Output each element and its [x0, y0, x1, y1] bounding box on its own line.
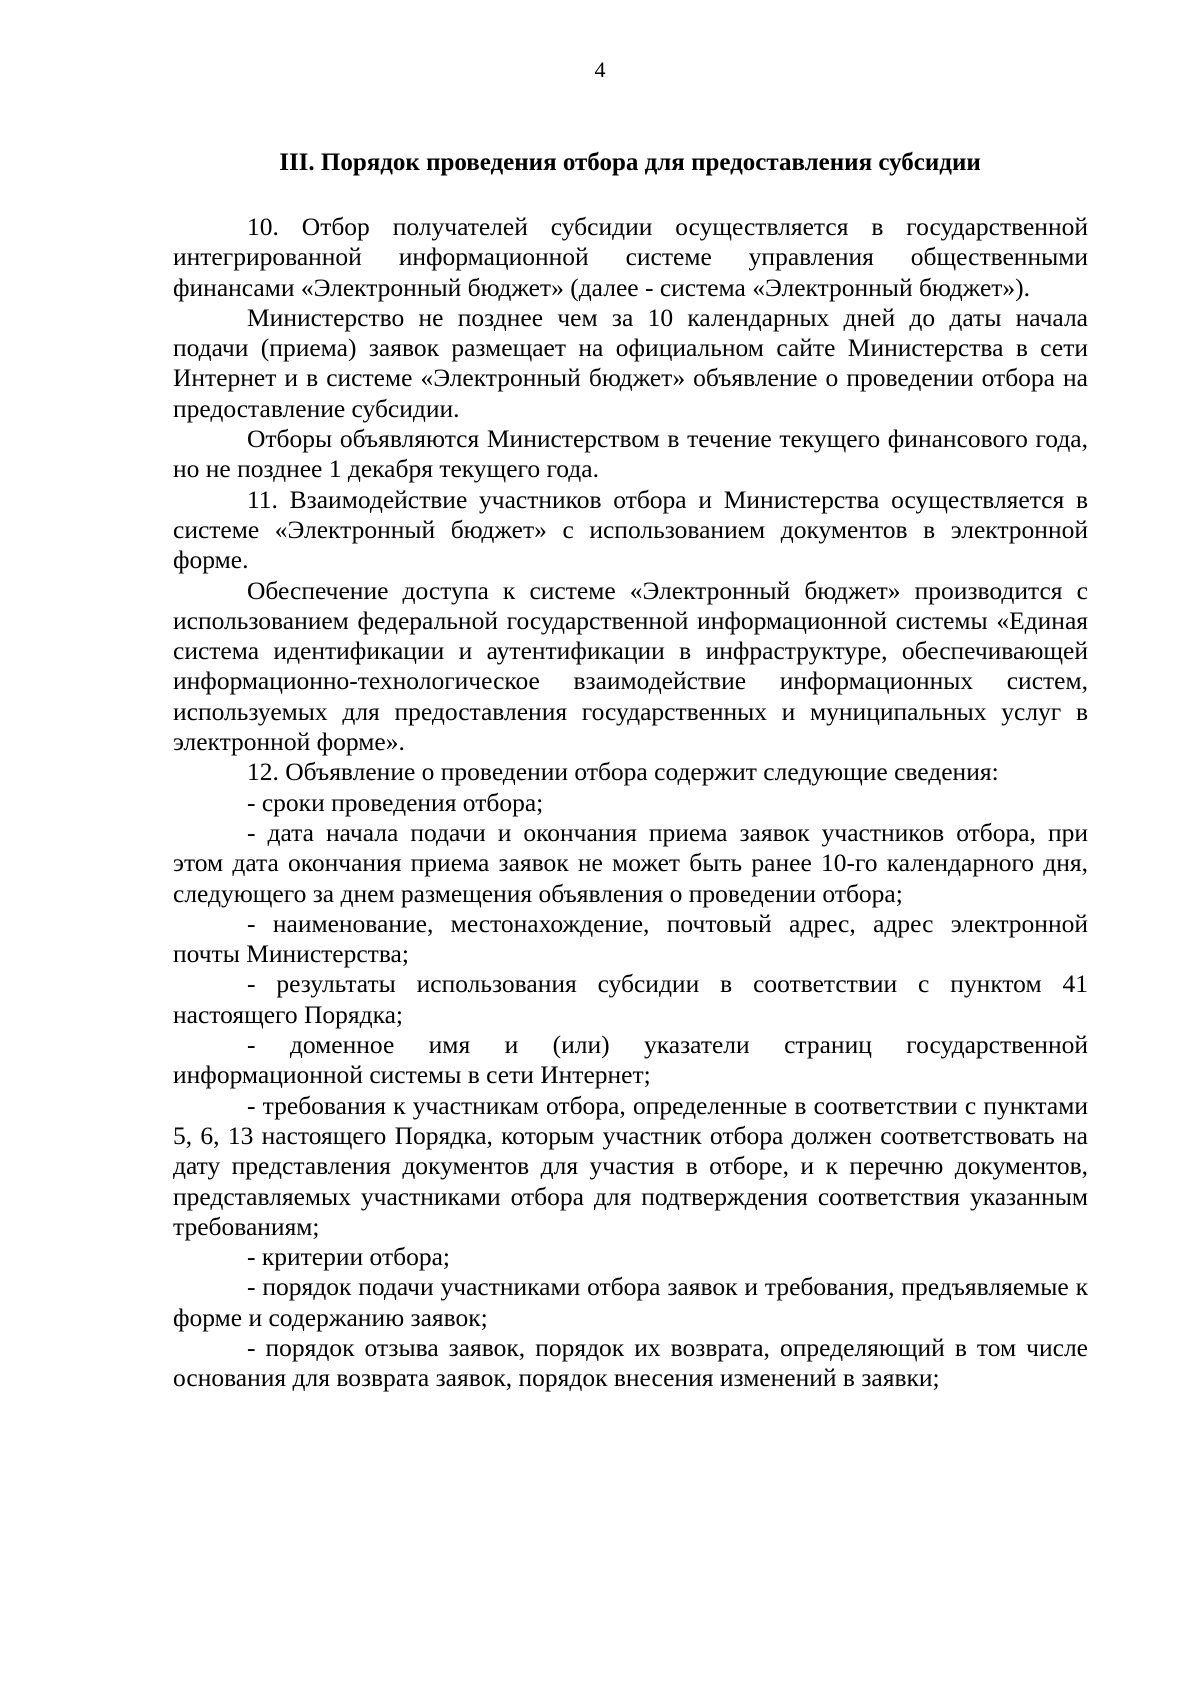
list-item: - доменное имя и (или) указатели страниц государственной информационной системы в сети Интернет; [173, 1030, 1088, 1090]
list-item: - дата начала подачи и окончания приема заявок участников отбора, при этом дата окончания приема заявок не может быть ранее 10-го календарного дня, следующего за днем размещения объявления о проведении отбора; [173, 817, 1088, 908]
list-item: - порядок отзыва заявок, порядок их возврата, определяющий в том числе основания для возврата заявок, порядок внесения изменений в заявки; [173, 1332, 1088, 1393]
section-title: III. Порядок проведения отбора для предоставления субсидии [279, 149, 981, 176]
list-item: - требования к участникам отбора, определенные в соответствии с пунктами 5, 6, 13 настоящего Порядка, которым участник отбора должен соответствовать на дату представления документов для участия в отборе, и к перечню документов, представляемых участниками отбора для подтверждения соответствия указанным требованиям; [173, 1090, 1088, 1241]
paragraph-announcement: Министерство не позднее чем за 10 календарных дней до даты начала подачи (приема) заявок размещает на официальном сайте Министерства в сети Интернет и в системе «Электронный бюджет» объявление о проведении отбора на предоставление субсидии. [173, 302, 1088, 423]
paragraph-access: Обеспечение доступа к системе «Электронный бюджет» производится с использованием федеральной государственной информационной системы «Единая система идентификации и аутентификации в инфраструктуре, обеспечивающей информационно-технологическое взаимодействие информационных систем, используемых для предоставления государственных и муниципальных услуг в электронной форме». [173, 575, 1088, 757]
list-item: - наименование, местонахождение, почтовый адрес, адрес электронной почты Министерства; [173, 908, 1088, 969]
paragraph-11: 11. Взаимодействие участников отбора и Министерства осуществляется в системе «Электронный бюджет» с использованием документов в электронной форме. [173, 484, 1088, 575]
paragraph-12: 12. Объявление о проведении отбора содержит следующие сведения: [247, 757, 999, 787]
list-item: - сроки проведения отбора; [247, 787, 544, 817]
list-item: - критерии отбора; [247, 1242, 450, 1272]
list-item: - результаты использования субсидии в соответствии с пунктом 41 настоящего Порядка; [173, 969, 1088, 1029]
paragraph-10: 10. Отбор получателей субсидии осуществляется в государственной интегрированной информационной системе управления общественными финансами «Электронный бюджет» (далее - система «Электронный бюджет»). [173, 212, 1088, 302]
page-number: 4 [594, 57, 606, 82]
document-body [173, 212, 1088, 1394]
paragraph-selection-period: Отборы объявляются Министерством в течение текущего финансового года, но не позднее 1 декабря текущего года. [173, 424, 1088, 484]
list-item: - порядок подачи участниками отбора заявок и требования, предъявляемые к форме и содержанию заявок; [173, 1272, 1088, 1332]
